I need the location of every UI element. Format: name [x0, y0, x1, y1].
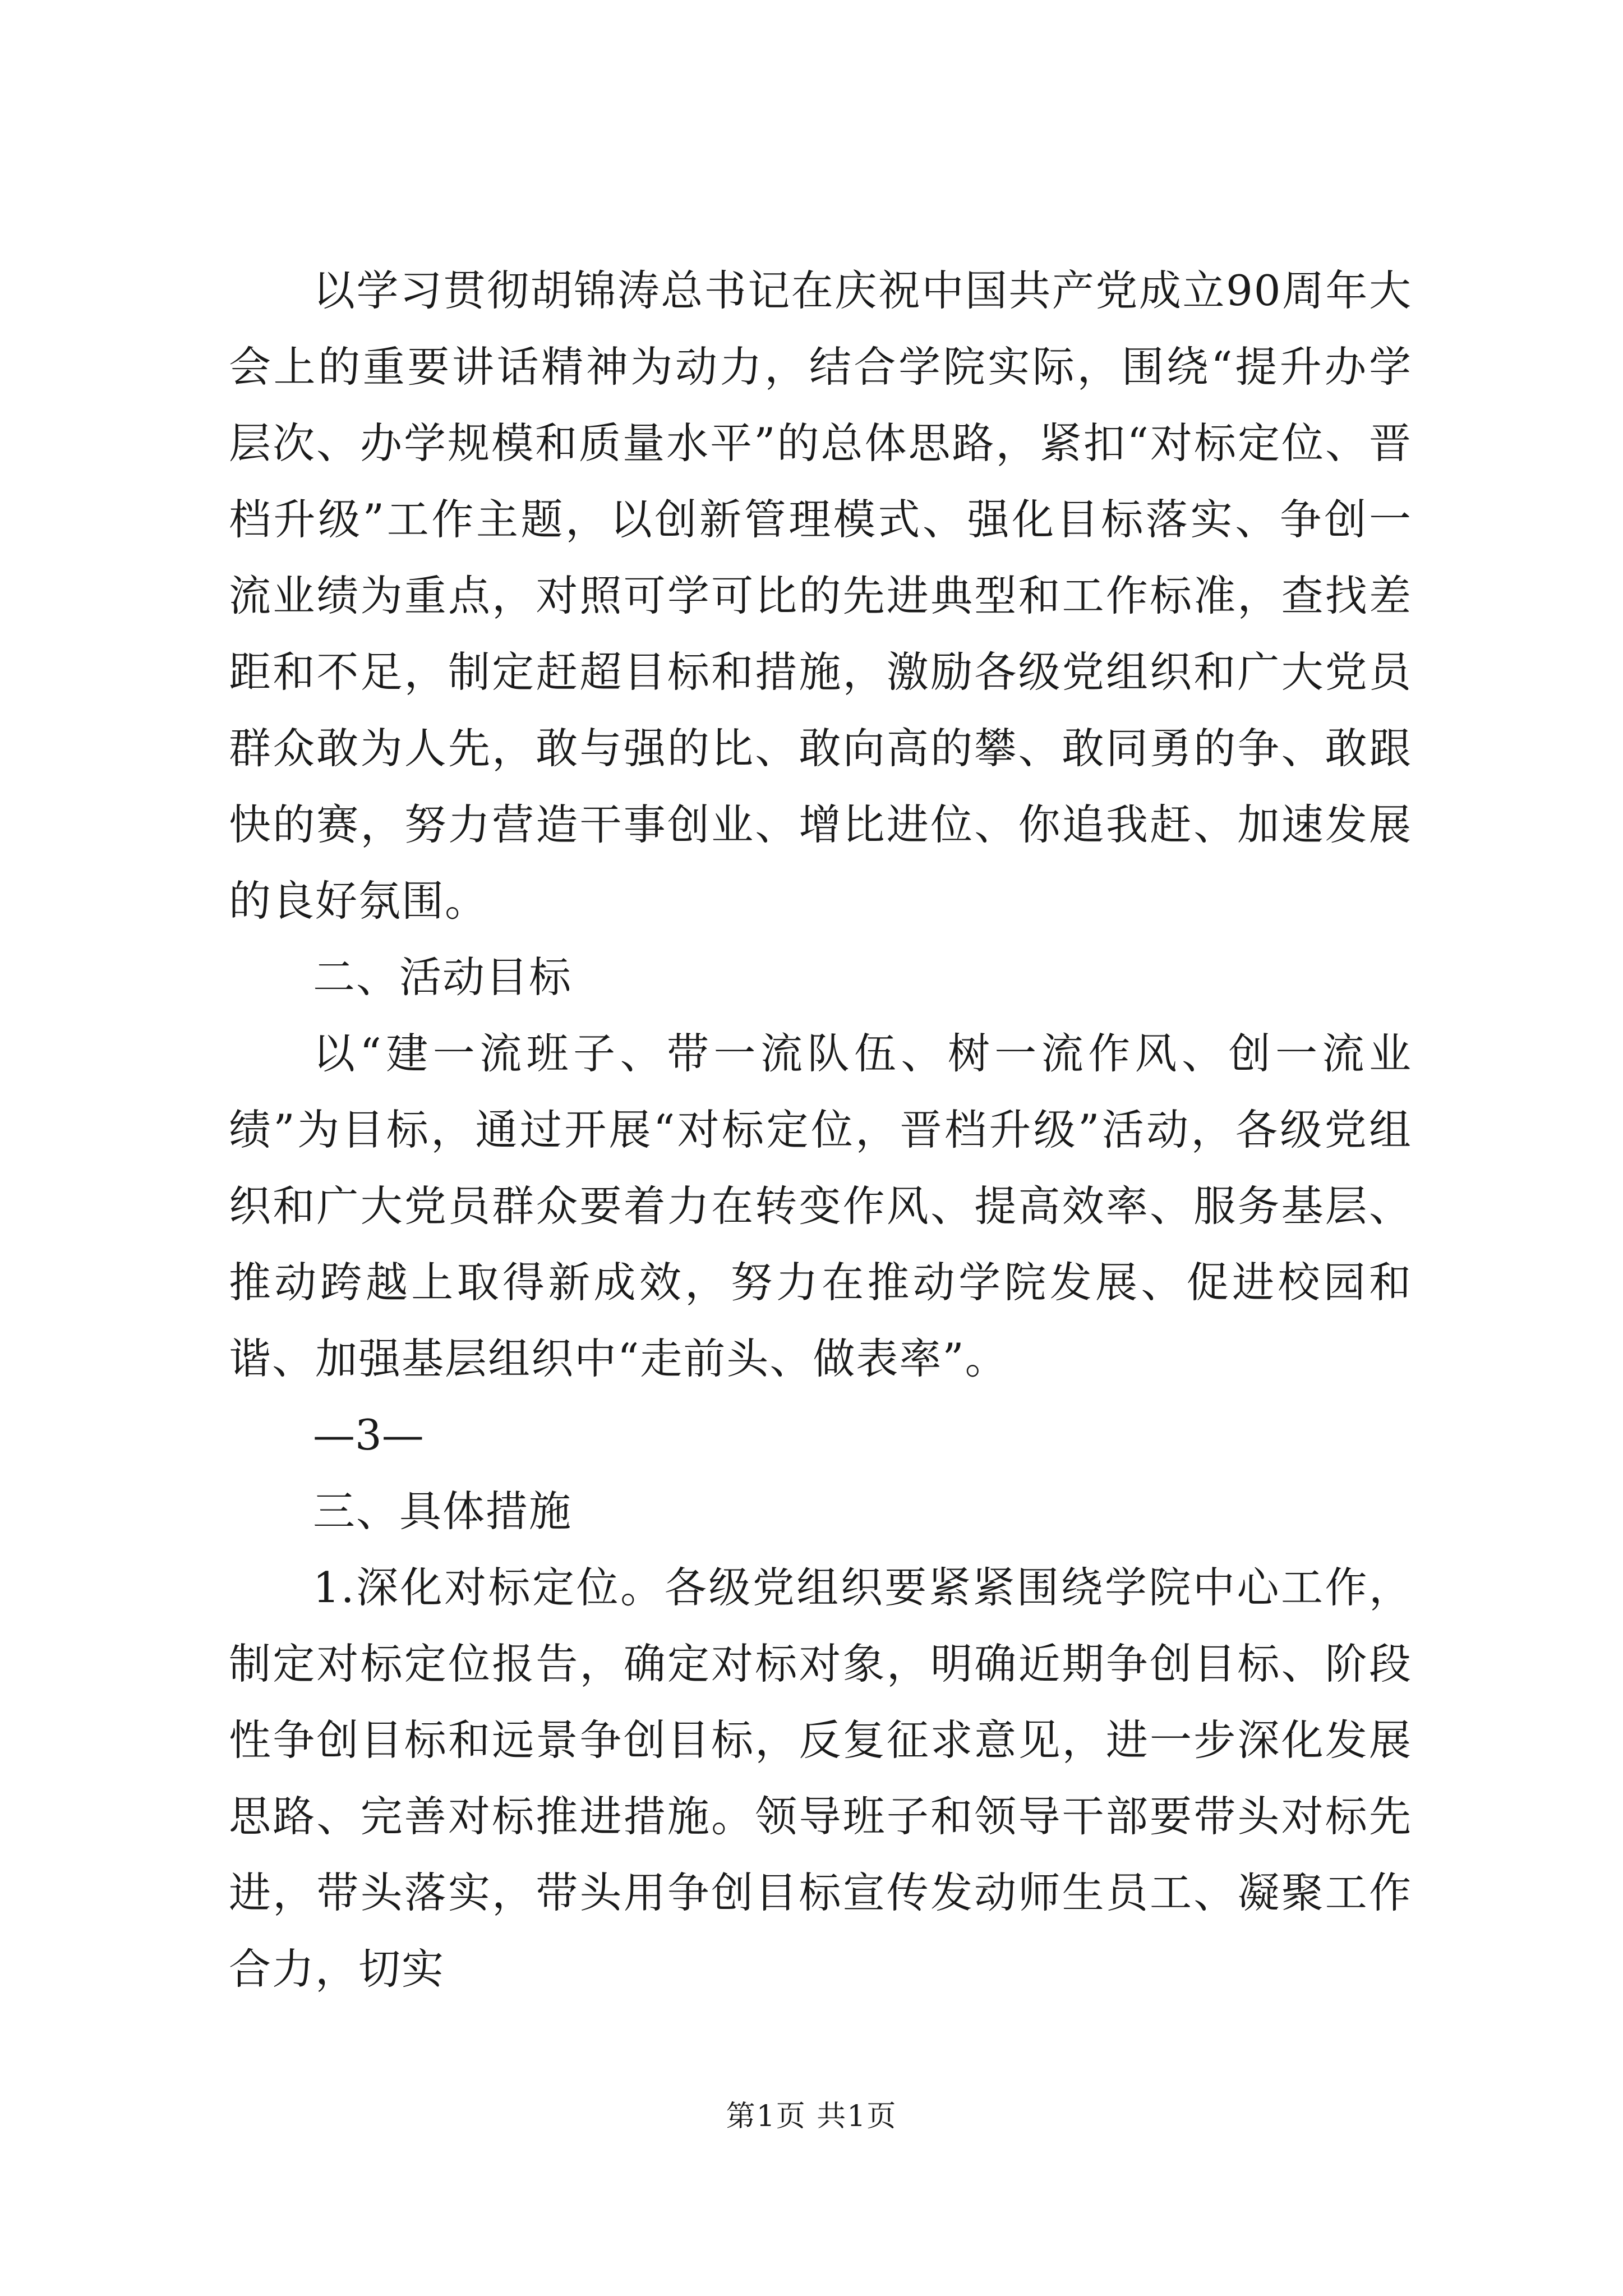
paragraph-activity-goals: 以“建一流班子、带一流队伍、树一流作风、创一流业绩”为目标，通过开展“对标定位，晋档升级”活动，各级党组织和广大党员群众要着力在转变作风、提高效率、服务基层、推动跨越上取得新成效，努力在推动学院发展、促进校园和谐、加强基层组织中“走前头、做表率”。	[229, 1029, 1412, 1383]
document-body	[229, 252, 1412, 2007]
inline-page-marker: —3—	[313, 1410, 424, 1460]
paragraph-measure-1: 1.深化对标定位。各级党组织要紧紧围绕学院中心工作，制定对标定位报告，确定对标对象，明确近期争创目标、阶段性争创目标和远景争创目标，反复征求意见，进一步深化发展思路、完善对标推进措施。领导班子和领导干部要带头对标先进，带头落实，带头用争创目标宣传发动师生员工、凝聚工作合力，切实	[229, 1563, 1412, 1994]
page-footer: 第1页 共1页	[726, 2100, 897, 2133]
paragraph-guiding-ideology: 以学习贯彻胡锦涛总书记在庆祝中国共产党成立90周年大会上的重要讲话精神为动力，结合学院实际，围绕“提升办学层次、办学规模和质量水平”的总体思路，紧扣“对标定位、晋档升级”工作主题，以创新管理模式、强化目标落实、争创一流业绩为重点，对照可学可比的先进典型和工作标准，查找差距和不足，制定赶超目标和措施，激励各级党组织和广大党员群众敢为人先，敢与强的比、敢向高的攀、敢同勇的争、敢跟快的赛，努力营造干事创业、增比进位、你追我赶、加速发展的良好氛围。	[229, 266, 1412, 926]
heading-specific-measures: 三、具体措施	[313, 1487, 573, 1536]
heading-activity-goals: 二、活动目标	[313, 953, 573, 1002]
